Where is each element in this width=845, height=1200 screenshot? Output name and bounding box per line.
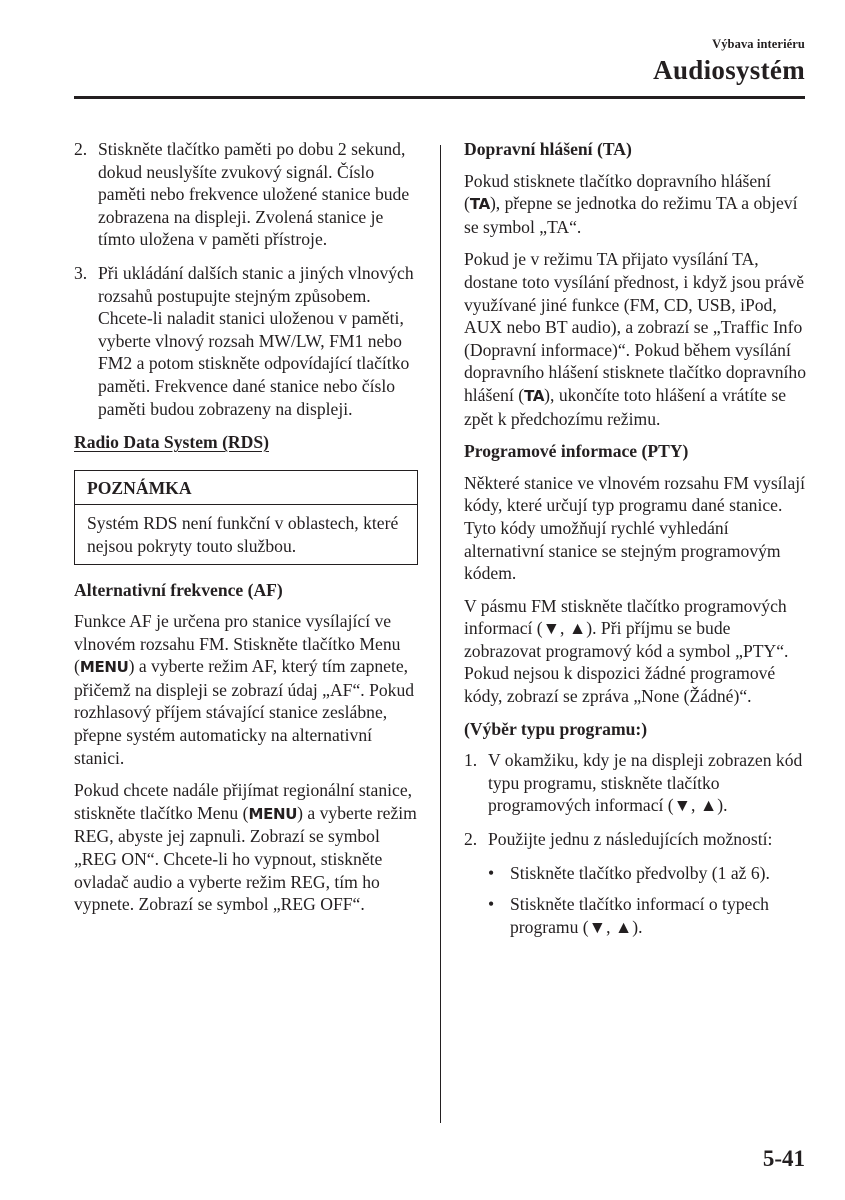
column-divider <box>440 145 441 1123</box>
note-body: Systém RDS není funkční v oblastech, které nejsou pokryty touto službou. <box>87 513 399 556</box>
ta-text-after: ), přepne se jednotka do režimu TA a objeví se symbol „TA“. <box>464 193 798 237</box>
page-number: 5-41 <box>762 1146 805 1171</box>
list-item <box>74 262 418 420</box>
rds-heading: Radio Data System (RDS) <box>74 432 269 453</box>
header-rule <box>74 96 805 99</box>
step-number: 2. <box>464 829 478 850</box>
ta2-text-before: Pokud je v režimu TA přijato vysílání TA, dostane toto vysílání přednost, i když jsou právě využívané jiné funkce (FM, CD, USB, iPod, AUX nebo BT audio), a zobrazí se „Traffic Info (Dopravní informace)“. Pokud během vysílání dopravního hlášení stisknete tlačítko dopravního hlášení ( <box>464 249 807 405</box>
reg-paragraph <box>74 779 418 916</box>
ta-button-icon: TA <box>524 386 545 405</box>
step-number: 3. <box>74 262 88 283</box>
pty-paragraph-2: V pásmu FM stiskněte tlačítko programových informací (▼, ▲). Při příjmu se bude zobrazovat programový kód a symbol „PTY“. Pokud nejsou k dispozici žádné programové kódy, zobrazí se zpráva „None (Žádné)“. <box>464 595 789 707</box>
chapter-title: Audiosystém <box>653 55 805 85</box>
list-item <box>464 749 808 817</box>
af-paragraph <box>74 610 418 769</box>
pty-paragraph: Některé stanice ve vlnovém rozsahu FM vysílají kódy, které určují typ programu dané stanice. Tyto kódy umožňují rychlé vyhledání alternativní stanice se stejným programovým kódem. <box>464 472 806 584</box>
reg-text-before: Pokud chcete nadále přijímat regionální stanice, stiskněte tlačítko Menu ( <box>74 780 413 823</box>
step-text: Stiskněte tlačítko paměti po dobu 2 sekund, dokud neuslyšíte zvukový signál. Číslo paměti nebo frekvence uložené stanice bude zobrazena na displeji. Zvolená stanice je tímto uložena v paměti přístroje. <box>98 139 410 250</box>
step-text: Při ukládání dalších stanic a jiných vlnových rozsahů postupujte stejným způsobem. Chcete-li naladit stanici uloženou v paměti, vyberte vlnový rozsah MW/LW, FM1 nebo FM2 a potom stiskněte odpovídající tlačítko paměti. Frekvence dané stanice nebo číslo paměti budou zobrazeny na displeji. <box>98 262 414 419</box>
left-column <box>74 138 418 926</box>
list-item <box>464 893 808 938</box>
bullet-icon: • <box>488 894 495 915</box>
ta2-text-after: ), ukončíte toto hlášení a vrátíte se zpět k předchozímu režimu. <box>464 384 787 429</box>
list-item <box>464 828 808 851</box>
step-number: 1. <box>464 750 478 771</box>
section-label: Výbava interiéru <box>712 37 805 51</box>
ta-heading: Dopravní hlášení (TA) <box>464 139 632 159</box>
ta-paragraph-2 <box>464 248 808 430</box>
pty-heading: Programové informace (PTY) <box>464 441 689 462</box>
bullet-text: Stiskněte tlačítko předvolby (1 až 6). <box>510 862 770 883</box>
pty-steps <box>464 749 808 850</box>
note-box <box>74 470 418 565</box>
bullet-icon: • <box>488 862 495 883</box>
list-item <box>74 138 418 251</box>
ta-paragraph <box>464 170 808 239</box>
select-heading: (Výběr typu programu:) <box>464 718 648 739</box>
af-text-before: Funkce AF je určena pro stanice vysílající ve vlnovém rozsahu FM. Stiskněte tlačítko Menu ( <box>74 611 401 677</box>
memory-steps <box>74 138 418 420</box>
af-text-after: ) a vyberte režim AF, který tím zapnete, přičemž na displeji se zobrazí údaj „AF“. Pokud rozhlasový příjem stávající stanice zeslábne, přepne systém automaticky na alternativní stanici. <box>74 656 415 768</box>
ta-button-icon: TA <box>469 195 490 214</box>
menu-button-icon: MENU <box>79 658 129 677</box>
step-text: Použijte jednu z následujících možností: <box>488 829 773 850</box>
menu-button-icon: MENU <box>248 804 298 823</box>
list-item <box>464 862 808 885</box>
af-heading: Alternativní frekvence (AF) <box>74 579 283 600</box>
right-column <box>464 138 808 947</box>
note-title: POZNÁMKA <box>75 471 417 506</box>
pty-options <box>464 862 808 939</box>
bullet-text: Stiskněte tlačítko informací o typech programu (▼, ▲). <box>510 894 769 937</box>
step-number: 2. <box>74 139 88 159</box>
reg-text-after: ) a vyberte režim REG, abyste jej zapnuli. Zobrazí se symbol „REG ON“. Chcete-li ho vypnout, stiskněte ovladač audio a vyberte režim REG, tím ho vypnete. Zobrazí se symbol „REG OFF“. <box>74 802 417 915</box>
ta-text-before: Pokud stisknete tlačítko dopravního hlášení ( <box>464 170 771 214</box>
step-text: V okamžiku, kdy je na displeji zobrazen kód typu programu, stiskněte tlačítko programových informací (▼, ▲). <box>488 750 803 816</box>
